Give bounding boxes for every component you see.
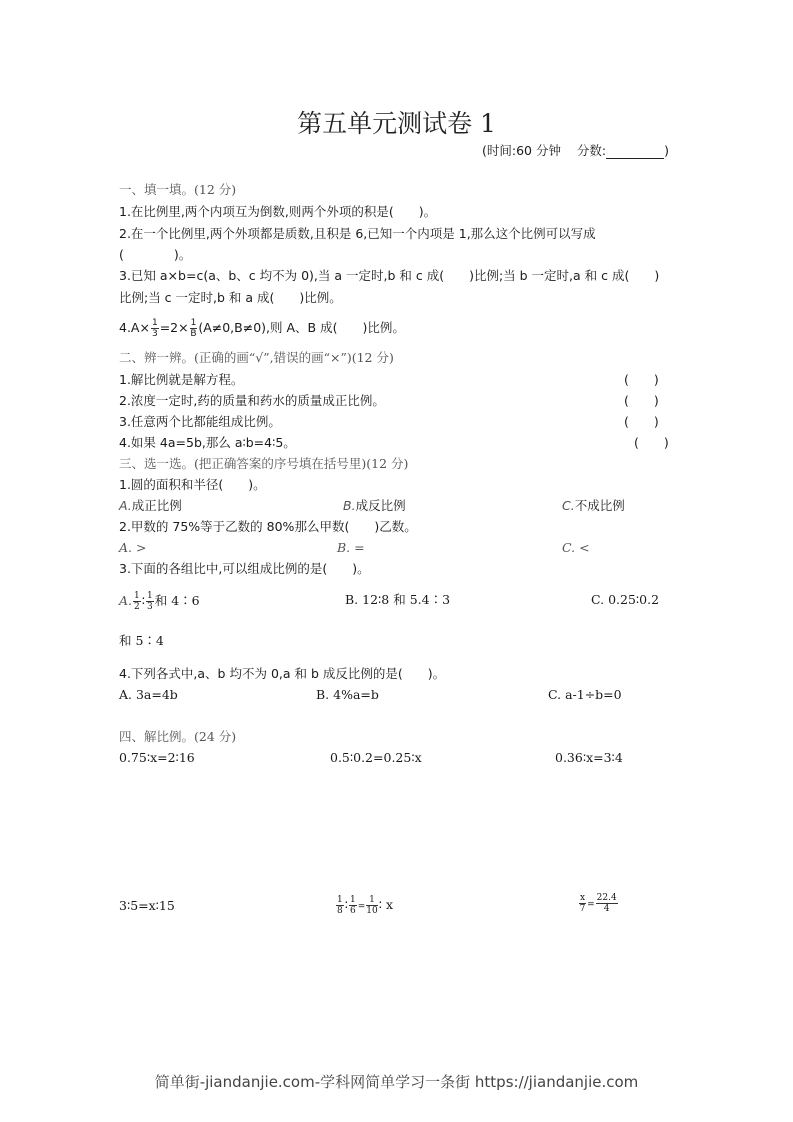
answer-paren: ( ) [624, 372, 659, 387]
exam-meta: (时间:60 分钟 分数: ) [482, 143, 669, 158]
section-1-heading: 一、填一填。(12 分) [119, 182, 237, 197]
s3-q2: 2.甲数的 75%等于乙数的 80%那么甲数( )乙数。 [119, 519, 417, 534]
s3-q1: 1.圆的面积和半径( )。 [119, 477, 266, 492]
option-b: B.成反比例 [343, 498, 406, 513]
option-a: A.成正比例 [119, 498, 182, 513]
option-b: B. 12∶8 和 5.4∶3 [345, 592, 451, 607]
fraction: $\frac{1}{B}$ [190, 318, 197, 339]
section-4-heading: 四、解比例。(24 分) [119, 729, 237, 744]
fraction: $\frac{1}{2}$ [134, 591, 140, 612]
section-3-heading: 三、选一选。(把正确答案的序号填在括号里)(12 分) [119, 456, 409, 471]
option-a: A. $\frac{1}{2}$ ∶ $\frac{1}{3}$ 和 4∶6 [119, 591, 200, 612]
option-a: A. 3a=4b [119, 687, 178, 702]
option-c: C. a-1÷b=0 [548, 687, 622, 702]
option-b: B. = [337, 540, 365, 555]
s2-item: 1.解比例就是解方程。 [119, 372, 244, 387]
equation: 0.75∶x=2∶16 [119, 750, 195, 765]
answer-paren: ( ) [624, 393, 659, 408]
s2-item: 3.任意两个比都能组成比例。 [119, 414, 281, 429]
option-c: C.不成比例 [562, 498, 625, 513]
option-c-cont: 和 5∶4 [119, 633, 164, 648]
equation: $\frac{1}{8}$ ∶ $\frac{1}{6}$ = $\frac{1}{10}$ ∶ x [337, 895, 394, 916]
option-c: C. 0.25∶0.2 [591, 592, 660, 607]
page-title: 第五单元测试卷 1 [297, 109, 496, 138]
s1-q4: 4.A× $\frac{1}{3}$ =2× $\frac{1}{B}$ (A≠0,B≠0),则 A、B 成( )比例。 [119, 318, 405, 339]
equation: 3∶5=x∶15 [119, 898, 175, 913]
section-2-heading: 二、辨一辨。(正确的画“√”,错误的画“×”)(12 分) [119, 350, 394, 365]
answer-paren: ( ) [624, 414, 659, 429]
fraction: $\frac{1}{3}$ [151, 318, 158, 339]
equation: 0.36∶x=3∶4 [555, 750, 623, 765]
s1-q2-cont: ( )。 [119, 247, 192, 262]
option-c: C. < [562, 540, 590, 555]
s2-item: 2.浓度一定时,药的质量和药水的质量成正比例。 [119, 393, 385, 408]
option-b: B. 4%a=b [316, 687, 379, 702]
s1-q1: 1.在比例里,两个内项互为倒数,则两个外项的积是( )。 [119, 204, 437, 219]
equation: 0.5∶0.2=0.25∶x [330, 750, 422, 765]
s1-q3-cont: 比例;当 c 一定时,b 和 a 成( )比例。 [119, 290, 342, 305]
footer-watermark: 简单街-jiandanjie.com-学科网简单学习一条街 https://jiandanjie.com [154, 1073, 639, 1091]
s2-item: 4.如果 4a=5b,那么 a∶b=4∶5。 [119, 435, 296, 450]
equation: $\frac{x}{7}$ = $\frac{22.4}{4}$ [579, 893, 617, 914]
s3-q4: 4.下列各式中,a、b 均不为 0,a 和 b 成反比例的是( )。 [119, 666, 446, 681]
option-a: A. > [119, 540, 147, 555]
s3-q3: 3.下面的各组比中,可以组成比例的是( )。 [119, 561, 370, 576]
fraction: $\frac{1}{3}$ [147, 591, 153, 612]
s1-q2: 2.在一个比例里,两个外项都是质数,且积是 6,已知一个内项是 1,那么这个比例可以写成 [119, 226, 596, 241]
score-blank [606, 146, 664, 159]
answer-paren: ( ) [634, 435, 669, 450]
s1-q3: 3.已知 a×b=c(a、b、c 均不为 0),当 a 一定时,b 和 c 成( )比例;当 b 一定时,a 和 c 成( ) [119, 268, 660, 283]
